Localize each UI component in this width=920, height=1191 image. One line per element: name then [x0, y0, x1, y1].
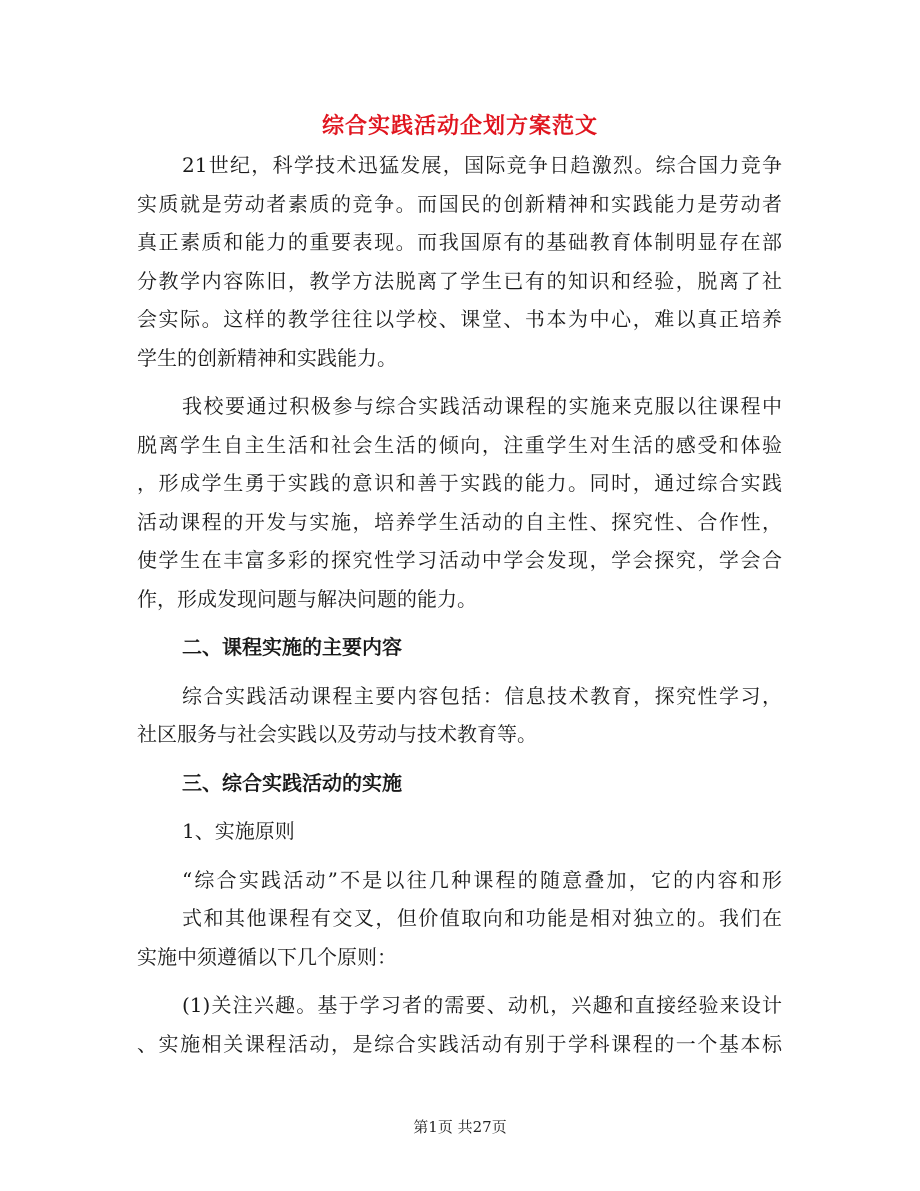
- paragraph-line: 作，形成发现问题与解决问题的能力。: [137, 586, 477, 611]
- paragraph-line: (1)关注兴趣。基于学习者的需要、动机，兴趣和直接经验来设计: [182, 993, 782, 1017]
- subsection-heading: 1、实施原则: [182, 819, 295, 843]
- paragraph-line: ，形成学生勇于实践的意识和善于实践的能力。同时，通过综合实践: [137, 471, 782, 495]
- paragraph-line: “综合实践活动”不是以往几种课程的随意叠加，它的内容和形: [182, 867, 782, 892]
- paragraph-line: 21世纪，科学技术迅猛发展，国际竞争日趋激烈。综合国力竞争: [182, 153, 782, 177]
- document-body: [137, 146, 782, 1063]
- paragraph-line: 真正素质和能力的重要表现。而我国原有的基础教育体制明显存在部: [137, 230, 782, 254]
- paragraph-line: 实施中须遵循以下几个原则：: [137, 944, 397, 969]
- paragraph-line: 脱离学生自主生活和社会生活的倾向，注重学生对生活的感受和体验: [137, 432, 782, 457]
- page-number: 第1页 共27页: [413, 1118, 507, 1136]
- paragraph-line: 活动课程的开发与实施，培养学生活动的自主性、探究性、合作性，: [137, 509, 782, 534]
- paragraph-line: 综合实践活动课程主要内容包括：信息技术教育，探究性学习，: [182, 683, 782, 708]
- section-heading: 二、课程实施的主要内容: [182, 635, 402, 659]
- document-title: 综合实践活动企划方案范文: [321, 113, 598, 139]
- paragraph-line: 实质就是劳动者素质的竞争。而国民的创新精神和实践能力是劳动者: [137, 191, 782, 216]
- paragraph-line: 我校要通过积极参与综合实践活动课程的实施来克服以往课程中: [182, 394, 782, 418]
- paragraph-line: 社区服务与社会实践以及劳动与技术教育等。: [137, 722, 537, 746]
- paragraph-line: 使学生在丰富多彩的探究性学习活动中学会发现，学会探究，学会合: [137, 548, 782, 572]
- paragraph-line: 式和其他课程有交叉，但价值取向和功能是相对独立的。我们在: [182, 906, 782, 930]
- paragraph-line: 分教学内容陈旧，教学方法脱离了学生已有的知识和经验，脱离了社: [137, 268, 782, 293]
- section-heading: 三、综合实践活动的实施: [182, 770, 402, 795]
- paragraph-line: 会实际。这样的教学往往以学校、课堂、书本为中心，难以真正培养: [137, 307, 782, 331]
- paragraph-line: 、实施相关课程活动，是综合实践活动有别于学科课程的一个基本标: [137, 1031, 782, 1056]
- paragraph-line: 学生的创新精神和实践能力。: [137, 345, 397, 370]
